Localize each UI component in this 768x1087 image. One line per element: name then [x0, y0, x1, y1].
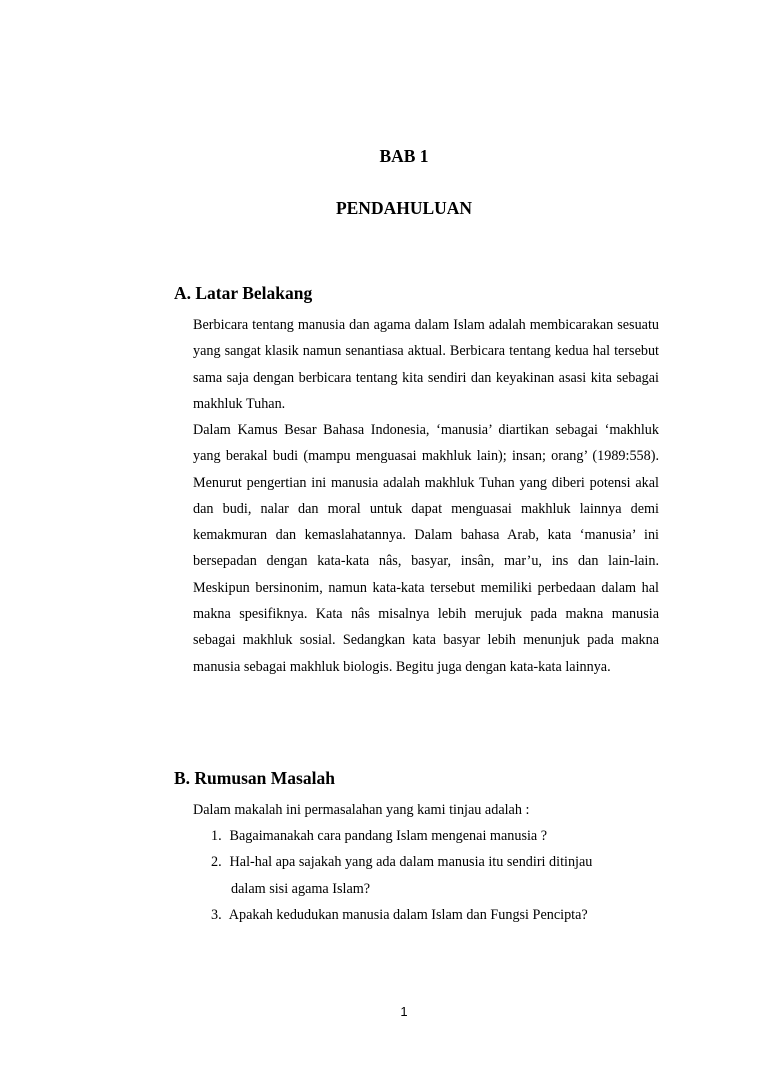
background-paragraph-1: Berbicara tentang manusia dan agama dalam Islam adalah membicarakan sesuatu yang sangat klasik namun senantiasa aktual. Berbicara tentang kedua hal tersebut sama saja dengan berbicara tentang kita sendiri dan keyakinan asasi kita sebagai makhluk Tuhan.: [193, 317, 659, 412]
list-item-number: 2.: [211, 854, 222, 871]
list-item-number: 3.: [211, 906, 222, 923]
list-item: [211, 823, 659, 849]
list-item-text: Apakah kedudukan manusia dalam Islam dan Fungsi Pencipta?: [228, 906, 588, 923]
section-b-heading: B. Rumusan Masalah: [174, 768, 335, 788]
section-a-heading: A. Latar Belakang: [174, 283, 313, 303]
list-item: [211, 849, 659, 875]
chapter-title: PENDAHULUAN: [335, 198, 473, 218]
list-item-text: Bagaimanakah cara pandang Islam mengenai manusia ?: [229, 828, 548, 844]
background-paragraph-2: Dalam Kamus Besar Bahasa Indonesia, ‘manusia’ diartikan sebagai ‘makhluk yang berakal budi (mampu menguasai makhluk lain); insan; orang’ (1989:558). Menurut pengertian ini manusia adalah makhluk Tuhan yang diberi potensi akal dan budi, nalar dan moral untuk dapat menguasai makhluk lainnya demi kemakmuran dan kemaslahatannya. Dalam bahasa Arab, kata ‘manusia’ ini bersepadan dengan kata-kata nâs, basyar, insân, mar’u, ins dan lain-lain. Meskipun bersinonim, namun kata-kata tersebut memiliki perbedaan dalam hal makna spesifiknya. Kata nâs misalnya lebih merujuk pada makna manusia sebagai makhluk sosial. Sedangkan kata basyar lebih menunjuk pada makna manusia sebagai makhluk biologis. Begitu juga dengan kata-kata lainnya.: [193, 422, 659, 675]
problem-list: [211, 823, 659, 928]
list-item-continuation: dalam sisi agama Islam?: [231, 880, 371, 897]
list-item-text: Hal-hal apa sajakah yang ada dalam manusia itu sendiri ditinjau: [229, 854, 593, 871]
list-item-number: 1.: [211, 828, 222, 844]
page-number: 1: [400, 1004, 408, 1019]
chapter-number: BAB 1: [379, 146, 429, 166]
list-item: [211, 902, 659, 928]
problem-intro: Dalam makalah ini permasalahan yang kami tinjau adalah :: [193, 802, 530, 818]
